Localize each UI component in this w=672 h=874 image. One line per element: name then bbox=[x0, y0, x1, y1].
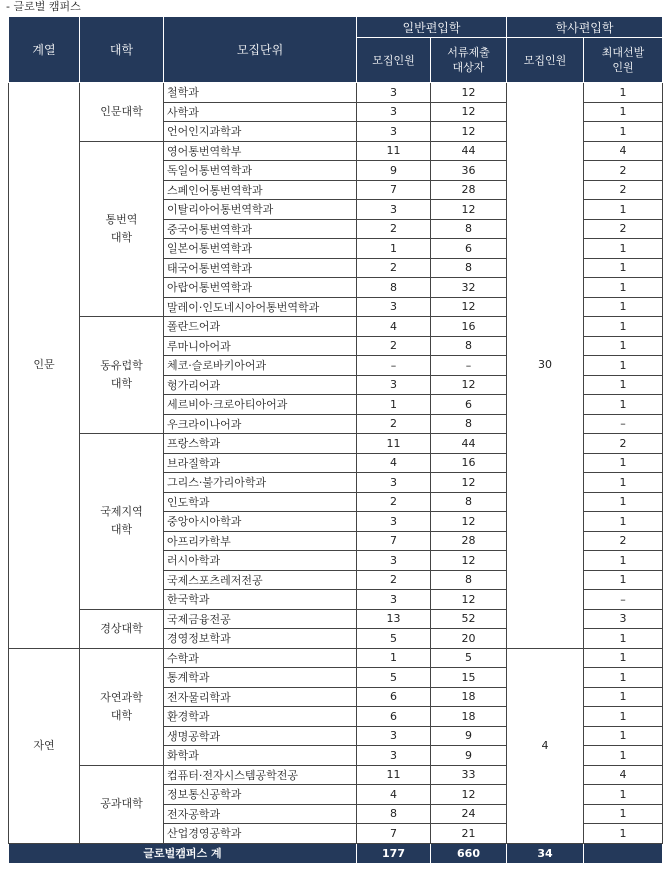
max-select-cell: 1 bbox=[584, 297, 663, 317]
quota-cell: 2 bbox=[357, 570, 431, 590]
docs-cell: 24 bbox=[431, 804, 507, 824]
max-select-cell: 1 bbox=[584, 356, 663, 376]
dept-cell: 컴퓨터·전자시스템공학전공 bbox=[164, 765, 357, 785]
docs-cell: 52 bbox=[431, 609, 507, 629]
dept-cell: 아랍어통번역학과 bbox=[164, 278, 357, 298]
max-select-cell: 1 bbox=[584, 512, 663, 532]
dept-cell: 철학과 bbox=[164, 83, 357, 103]
header-bachelor-quota: 모집인원 bbox=[507, 38, 584, 83]
bachelor-quota-cell: 30 bbox=[507, 83, 584, 649]
quota-cell: 2 bbox=[357, 414, 431, 434]
max-select-cell: 1 bbox=[584, 824, 663, 844]
docs-cell: 44 bbox=[431, 434, 507, 454]
quota-cell: 6 bbox=[357, 687, 431, 707]
quota-cell: 3 bbox=[357, 200, 431, 220]
max-select-cell: 4 bbox=[584, 765, 663, 785]
max-select-cell: 2 bbox=[584, 161, 663, 181]
quota-cell: 3 bbox=[357, 83, 431, 103]
max-select-cell: 1 bbox=[584, 200, 663, 220]
dept-cell: 언어인지과학과 bbox=[164, 122, 357, 142]
docs-cell: 12 bbox=[431, 297, 507, 317]
dept-cell: 영어통번역학부 bbox=[164, 141, 357, 161]
dept-cell: 독일어통번역학과 bbox=[164, 161, 357, 181]
max-select-cell: 2 bbox=[584, 531, 663, 551]
dept-cell: 국제금융전공 bbox=[164, 609, 357, 629]
max-select-cell: – bbox=[584, 414, 663, 434]
docs-cell: – bbox=[431, 356, 507, 376]
dept-cell: 통계학과 bbox=[164, 668, 357, 688]
quota-cell: 3 bbox=[357, 122, 431, 142]
dept-cell: 루마니아어과 bbox=[164, 336, 357, 356]
max-select-cell: 1 bbox=[584, 726, 663, 746]
quota-cell: 13 bbox=[357, 609, 431, 629]
docs-cell: 12 bbox=[431, 375, 507, 395]
total-label: 글로벌캠퍼스 계 bbox=[9, 843, 357, 863]
quota-cell: 3 bbox=[357, 726, 431, 746]
dept-cell: 중국어통번역학과 bbox=[164, 219, 357, 239]
dept-cell: 말레이·인도네시아어통번역학과 bbox=[164, 297, 357, 317]
docs-cell: 5 bbox=[431, 648, 507, 668]
dept-cell: 환경학과 bbox=[164, 707, 357, 727]
total-max bbox=[584, 843, 663, 863]
max-select-cell: 1 bbox=[584, 492, 663, 512]
dept-cell: 사학과 bbox=[164, 102, 357, 122]
dept-cell: 태국어통번역학과 bbox=[164, 258, 357, 278]
dept-cell: 프랑스학과 bbox=[164, 434, 357, 454]
docs-cell: 6 bbox=[431, 395, 507, 415]
max-select-cell: – bbox=[584, 590, 663, 610]
max-select-cell: 1 bbox=[584, 785, 663, 805]
quota-cell: 2 bbox=[357, 258, 431, 278]
docs-cell: 20 bbox=[431, 629, 507, 649]
quota-cell: 7 bbox=[357, 180, 431, 200]
docs-cell: 21 bbox=[431, 824, 507, 844]
quota-cell: 3 bbox=[357, 590, 431, 610]
dept-cell: 그리스·불가리아학과 bbox=[164, 473, 357, 493]
college-cell: 자연과학 대학 bbox=[80, 648, 164, 765]
quota-cell: 5 bbox=[357, 668, 431, 688]
dept-cell: 국제스포츠레저전공 bbox=[164, 570, 357, 590]
docs-cell: 12 bbox=[431, 551, 507, 571]
max-select-cell: 4 bbox=[584, 141, 663, 161]
max-select-cell: 1 bbox=[584, 473, 663, 493]
max-select-cell: 1 bbox=[584, 395, 663, 415]
table-caption: - 글로벌 캠퍼스 bbox=[6, 0, 81, 13]
max-select-cell: 1 bbox=[584, 317, 663, 337]
dept-cell: 이탈리아어통번역학과 bbox=[164, 200, 357, 220]
max-select-cell: 1 bbox=[584, 375, 663, 395]
header-max-select: 최대선발 인원 bbox=[584, 38, 663, 83]
quota-cell: 1 bbox=[357, 648, 431, 668]
docs-cell: 12 bbox=[431, 122, 507, 142]
header-general-transfer: 일반편입학 bbox=[357, 17, 507, 38]
docs-cell: 8 bbox=[431, 414, 507, 434]
dept-cell: 러시아학과 bbox=[164, 551, 357, 571]
total-bachelor-quota: 34 bbox=[507, 843, 584, 863]
max-select-cell: 1 bbox=[584, 102, 663, 122]
docs-cell: 44 bbox=[431, 141, 507, 161]
quota-cell: 3 bbox=[357, 551, 431, 571]
max-select-cell: 1 bbox=[584, 746, 663, 766]
college-cell: 국제지역 대학 bbox=[80, 434, 164, 610]
dept-cell: 정보통신공학과 bbox=[164, 785, 357, 805]
docs-cell: 9 bbox=[431, 746, 507, 766]
table-row bbox=[9, 83, 663, 103]
docs-cell: 28 bbox=[431, 531, 507, 551]
quota-cell: 1 bbox=[357, 395, 431, 415]
header-bachelor-transfer: 학사편입학 bbox=[507, 17, 663, 38]
quota-cell: 11 bbox=[357, 141, 431, 161]
admission-table bbox=[8, 16, 663, 864]
docs-cell: 16 bbox=[431, 317, 507, 337]
docs-cell: 12 bbox=[431, 102, 507, 122]
total-docs: 660 bbox=[431, 843, 507, 863]
docs-cell: 8 bbox=[431, 336, 507, 356]
dept-cell: 전자물리학과 bbox=[164, 687, 357, 707]
docs-cell: 12 bbox=[431, 83, 507, 103]
docs-cell: 12 bbox=[431, 473, 507, 493]
docs-cell: 9 bbox=[431, 726, 507, 746]
quota-cell: 4 bbox=[357, 785, 431, 805]
dept-cell: 폴란드어과 bbox=[164, 317, 357, 337]
max-select-cell: 1 bbox=[584, 258, 663, 278]
quota-cell: 3 bbox=[357, 473, 431, 493]
dept-cell: 전자공학과 bbox=[164, 804, 357, 824]
docs-cell: 18 bbox=[431, 707, 507, 727]
college-cell: 인문대학 bbox=[80, 83, 164, 142]
quota-cell: 8 bbox=[357, 278, 431, 298]
docs-cell: 12 bbox=[431, 590, 507, 610]
max-select-cell: 1 bbox=[584, 707, 663, 727]
dept-cell: 인도학과 bbox=[164, 492, 357, 512]
max-select-cell: 1 bbox=[584, 336, 663, 356]
college-cell: 공과대학 bbox=[80, 765, 164, 843]
docs-cell: 8 bbox=[431, 219, 507, 239]
max-select-cell: 1 bbox=[584, 278, 663, 298]
quota-cell: 3 bbox=[357, 297, 431, 317]
header-category: 계열 bbox=[9, 17, 80, 83]
quota-cell: 4 bbox=[357, 317, 431, 337]
docs-cell: 12 bbox=[431, 512, 507, 532]
quota-cell: 11 bbox=[357, 765, 431, 785]
dept-cell: 생명공학과 bbox=[164, 726, 357, 746]
table-body bbox=[9, 83, 663, 844]
docs-cell: 16 bbox=[431, 453, 507, 473]
quota-cell: 3 bbox=[357, 102, 431, 122]
header-college: 대학 bbox=[80, 17, 164, 83]
quota-cell: 11 bbox=[357, 434, 431, 454]
quota-cell: 1 bbox=[357, 239, 431, 259]
quota-cell: 4 bbox=[357, 453, 431, 473]
dept-cell: 산업경영공학과 bbox=[164, 824, 357, 844]
max-select-cell: 1 bbox=[584, 83, 663, 103]
college-cell: 경상대학 bbox=[80, 609, 164, 648]
max-select-cell: 3 bbox=[584, 609, 663, 629]
quota-cell: 2 bbox=[357, 336, 431, 356]
docs-cell: 15 bbox=[431, 668, 507, 688]
dept-cell: 헝가리어과 bbox=[164, 375, 357, 395]
docs-cell: 18 bbox=[431, 687, 507, 707]
dept-cell: 스페인어통번역학과 bbox=[164, 180, 357, 200]
header-unit: 모집단위 bbox=[164, 17, 357, 83]
docs-cell: 8 bbox=[431, 570, 507, 590]
max-select-cell: 1 bbox=[584, 687, 663, 707]
max-select-cell: 1 bbox=[584, 239, 663, 259]
quota-cell: 9 bbox=[357, 161, 431, 181]
docs-cell: 28 bbox=[431, 180, 507, 200]
dept-cell: 우크라이나어과 bbox=[164, 414, 357, 434]
quota-cell: 3 bbox=[357, 746, 431, 766]
max-select-cell: 1 bbox=[584, 551, 663, 571]
dept-cell: 아프리카학부 bbox=[164, 531, 357, 551]
dept-cell: 체코·슬로바키아어과 bbox=[164, 356, 357, 376]
max-select-cell: 1 bbox=[584, 629, 663, 649]
quota-cell: 6 bbox=[357, 707, 431, 727]
max-select-cell: 1 bbox=[584, 122, 663, 142]
dept-cell: 중앙아시아학과 bbox=[164, 512, 357, 532]
max-select-cell: 1 bbox=[584, 668, 663, 688]
quota-cell: 8 bbox=[357, 804, 431, 824]
dept-cell: 경영정보학과 bbox=[164, 629, 357, 649]
dept-cell: 세르비아·크로아티아어과 bbox=[164, 395, 357, 415]
table-row bbox=[9, 648, 663, 668]
header-quota: 모집인원 bbox=[357, 38, 431, 83]
docs-cell: 8 bbox=[431, 258, 507, 278]
quota-cell: 7 bbox=[357, 824, 431, 844]
max-select-cell: 2 bbox=[584, 180, 663, 200]
dept-cell: 브라질학과 bbox=[164, 453, 357, 473]
header-doc-targets: 서류제출 대상자 bbox=[431, 38, 507, 83]
category-cell: 자연 bbox=[9, 648, 80, 843]
bachelor-quota-cell: 4 bbox=[507, 648, 584, 843]
docs-cell: 33 bbox=[431, 765, 507, 785]
quota-cell: 5 bbox=[357, 629, 431, 649]
max-select-cell: 1 bbox=[584, 648, 663, 668]
max-select-cell: 1 bbox=[584, 804, 663, 824]
quota-cell: 2 bbox=[357, 219, 431, 239]
max-select-cell: 1 bbox=[584, 570, 663, 590]
category-cell: 인문 bbox=[9, 83, 80, 649]
max-select-cell: 1 bbox=[584, 453, 663, 473]
quota-cell: – bbox=[357, 356, 431, 376]
docs-cell: 36 bbox=[431, 161, 507, 181]
dept-cell: 일본어통번역학과 bbox=[164, 239, 357, 259]
quota-cell: 7 bbox=[357, 531, 431, 551]
docs-cell: 8 bbox=[431, 492, 507, 512]
quota-cell: 3 bbox=[357, 512, 431, 532]
quota-cell: 3 bbox=[357, 375, 431, 395]
docs-cell: 12 bbox=[431, 785, 507, 805]
max-select-cell: 2 bbox=[584, 434, 663, 454]
college-cell: 동유럽학 대학 bbox=[80, 317, 164, 434]
max-select-cell: 2 bbox=[584, 219, 663, 239]
dept-cell: 수학과 bbox=[164, 648, 357, 668]
college-cell: 통번역 대학 bbox=[80, 141, 164, 317]
docs-cell: 6 bbox=[431, 239, 507, 259]
quota-cell: 2 bbox=[357, 492, 431, 512]
docs-cell: 12 bbox=[431, 200, 507, 220]
total-quota: 177 bbox=[357, 843, 431, 863]
dept-cell: 한국학과 bbox=[164, 590, 357, 610]
docs-cell: 32 bbox=[431, 278, 507, 298]
dept-cell: 화학과 bbox=[164, 746, 357, 766]
